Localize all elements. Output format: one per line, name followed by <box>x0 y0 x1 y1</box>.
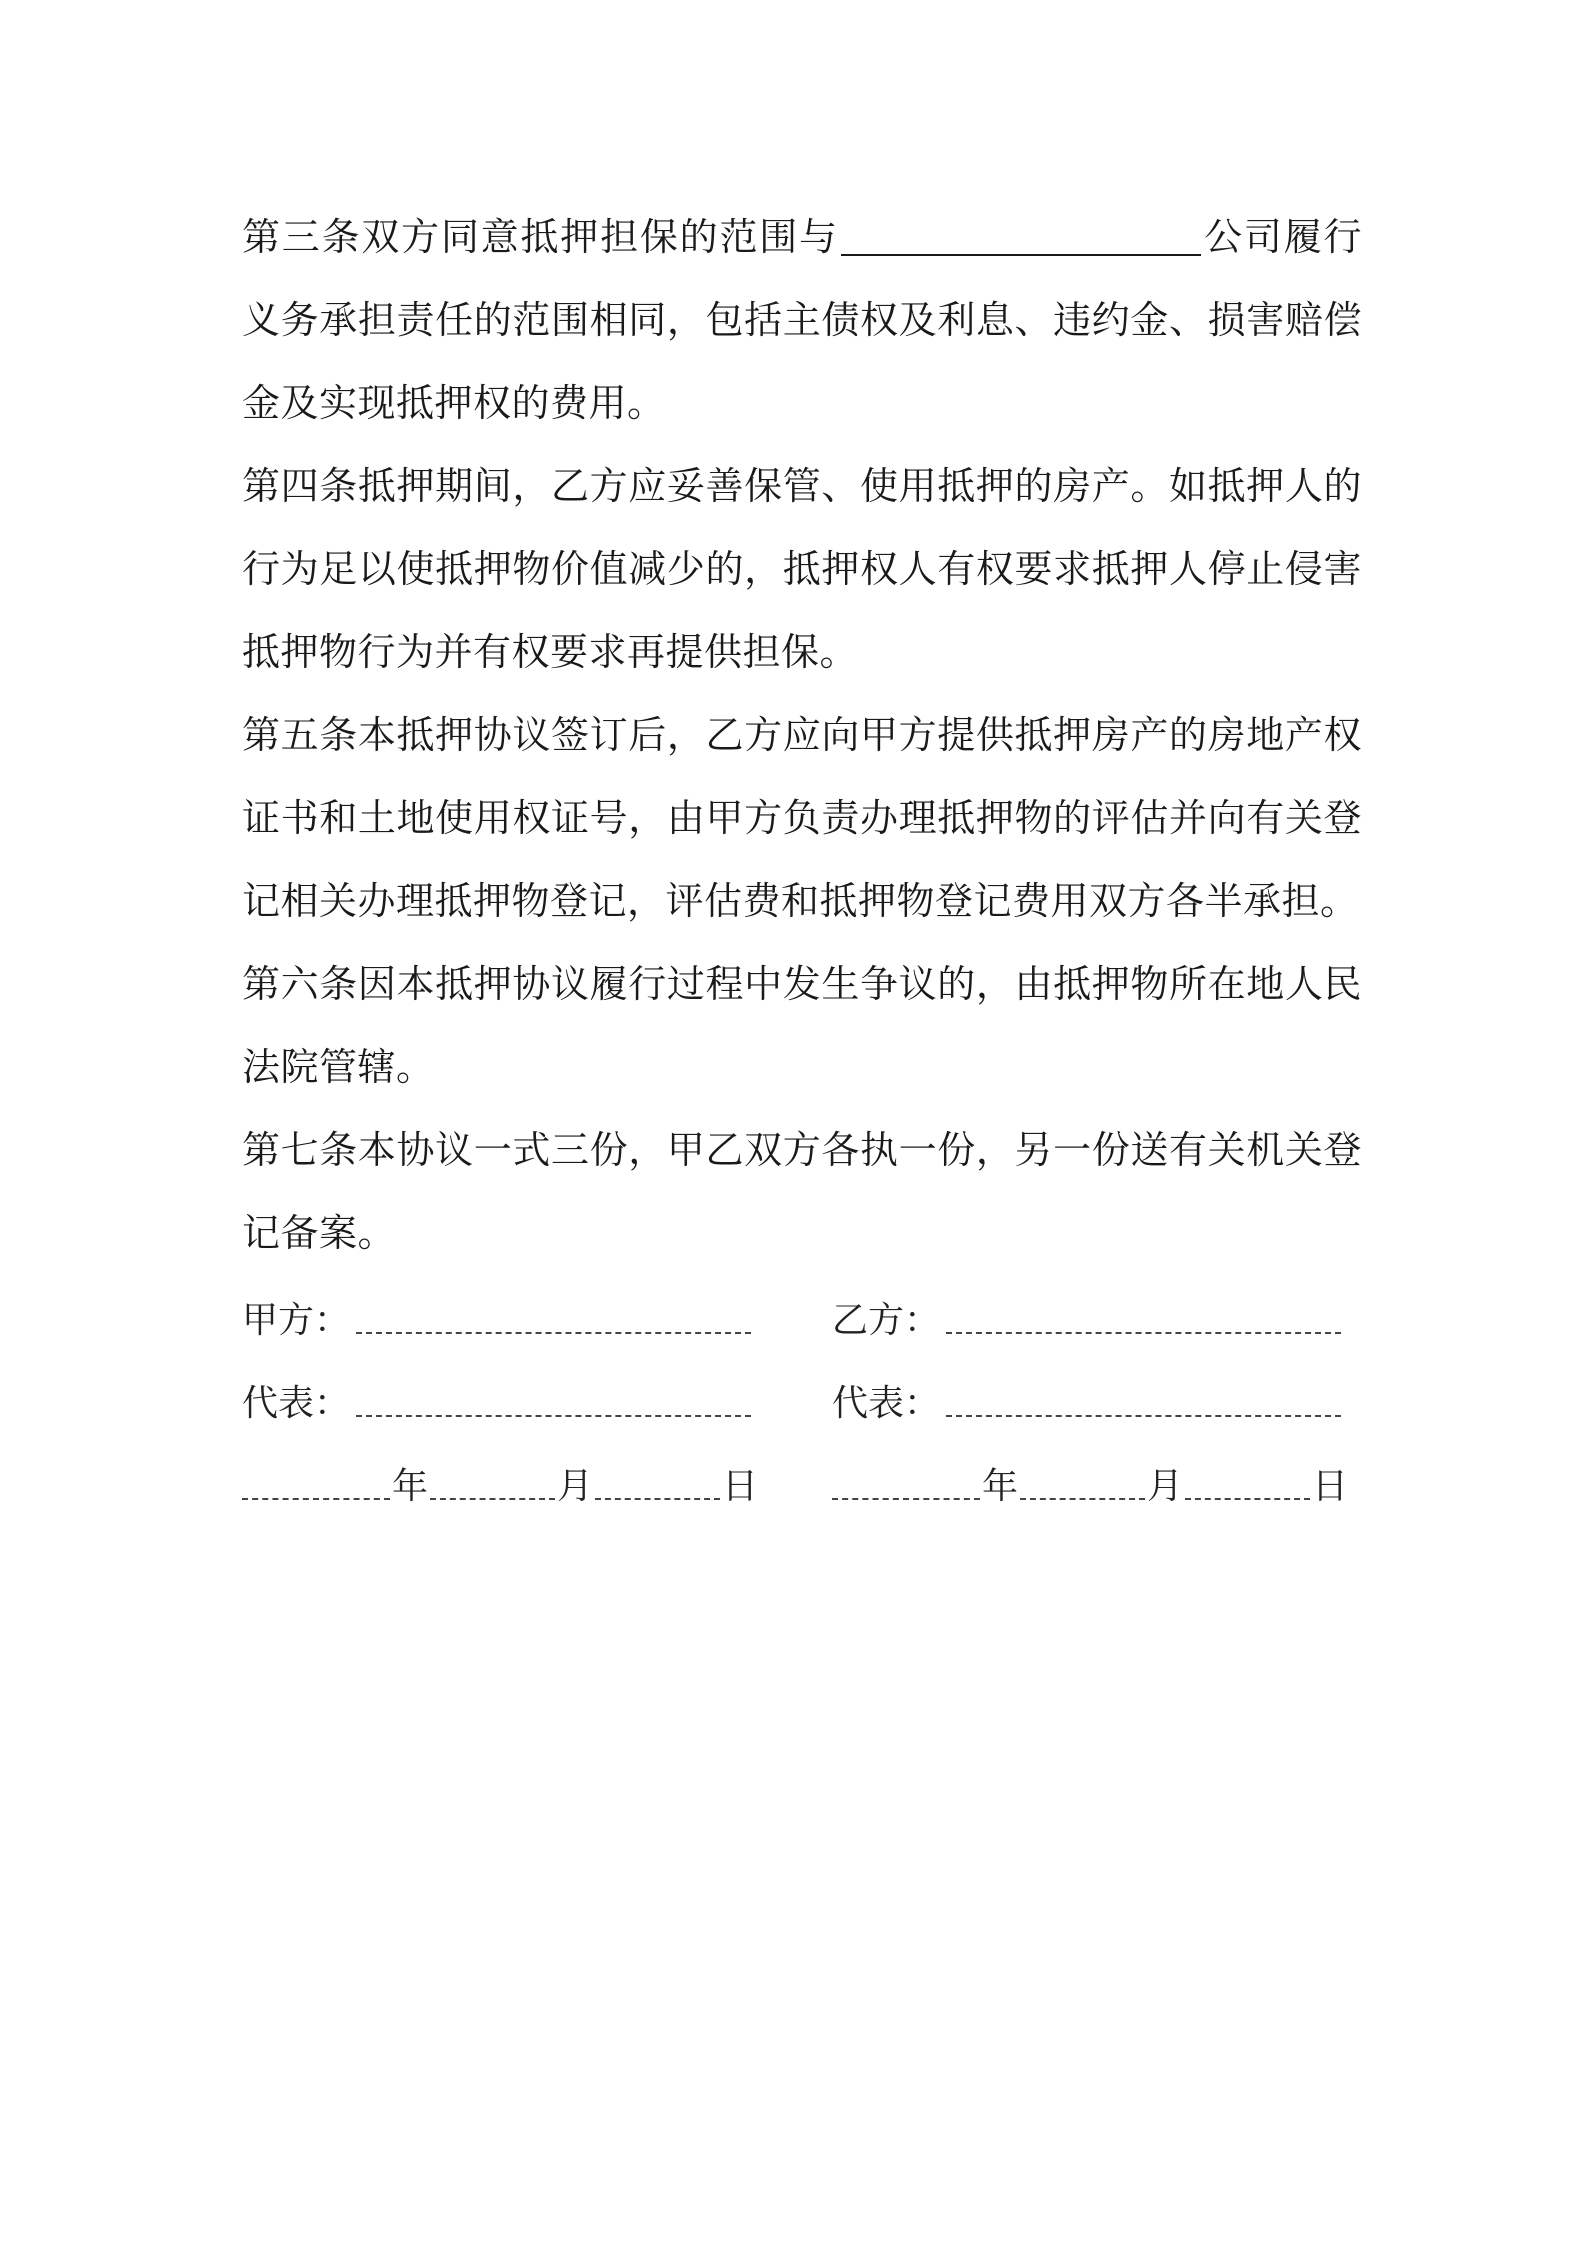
date-a-month-blank <box>430 1468 555 1500</box>
article-5: 第五条本抵押协议签订后，乙方应向甲方提供抵押房产的房地产权证书和土地使用权证号，由甲方负责办理抵押物的评估并向有关登记相关办理抵押物登记，评估费和抵押物登记费用双方各半承担。 <box>242 713 1362 923</box>
article-3-text-end: 公司履行义务承担责任的范围相同，包括主债权及利息、违约金、损害赔偿金及实现抵押权的费用。 <box>242 215 1362 425</box>
date-b-year-label: 年 <box>982 1466 1019 1507</box>
signature-block <box>242 1276 1362 1525</box>
article-4: 第四条抵押期间，乙方应妥善保管、使用抵押的房产。如抵押人的行为足以使抵押物价值减少的，抵押权人有权要求抵押人停止侵害抵押物行为并有权要求再提供担保。 <box>242 464 1362 674</box>
party-a-label: 甲方： <box>242 1300 351 1341</box>
rep-b-signature-line <box>946 1385 1341 1417</box>
agreement-body <box>242 196 1362 1275</box>
party-b-signature-line <box>946 1302 1341 1334</box>
rep-b-label: 代表： <box>832 1383 941 1424</box>
date-a-day-label: 日 <box>722 1466 759 1507</box>
party-a-signature-line <box>356 1302 751 1334</box>
article-3 <box>242 196 1362 445</box>
rep-a-signature-line <box>356 1385 751 1417</box>
article-6: 第六条因本抵押协议履行过程中发生争议的，由抵押物所在地人民法院管辖。 <box>242 962 1362 1089</box>
date-a-year-blank <box>242 1468 390 1500</box>
date-b-month-label: 月 <box>1147 1466 1184 1507</box>
date-b-day-blank <box>1185 1468 1310 1500</box>
date-a <box>242 1458 832 1509</box>
date-a-month-label: 月 <box>557 1466 594 1507</box>
date-a-day-blank <box>595 1468 720 1500</box>
date-b <box>832 1458 1362 1509</box>
date-b-month-blank <box>1020 1468 1145 1500</box>
party-a-signature <box>242 1292 832 1343</box>
date-a-year-label: 年 <box>392 1466 429 1507</box>
date-b-year-blank <box>832 1468 980 1500</box>
party-row <box>242 1276 1362 1359</box>
rep-b-signature <box>832 1375 1362 1426</box>
date-row <box>242 1442 1362 1525</box>
rep-a-label: 代表： <box>242 1383 351 1424</box>
rep-a-signature <box>242 1375 832 1426</box>
party-b-signature <box>832 1292 1362 1343</box>
date-b-day-label: 日 <box>1312 1466 1349 1507</box>
article-3-text-start: 第三条双方同意抵押担保的范围与 <box>242 215 839 259</box>
party-b-label: 乙方： <box>832 1300 941 1341</box>
company-name-blank <box>841 216 1201 256</box>
article-7: 第七条本协议一式三份，甲乙双方各执一份，另一份送有关机关登记备案。 <box>242 1128 1362 1255</box>
representative-row <box>242 1359 1362 1442</box>
